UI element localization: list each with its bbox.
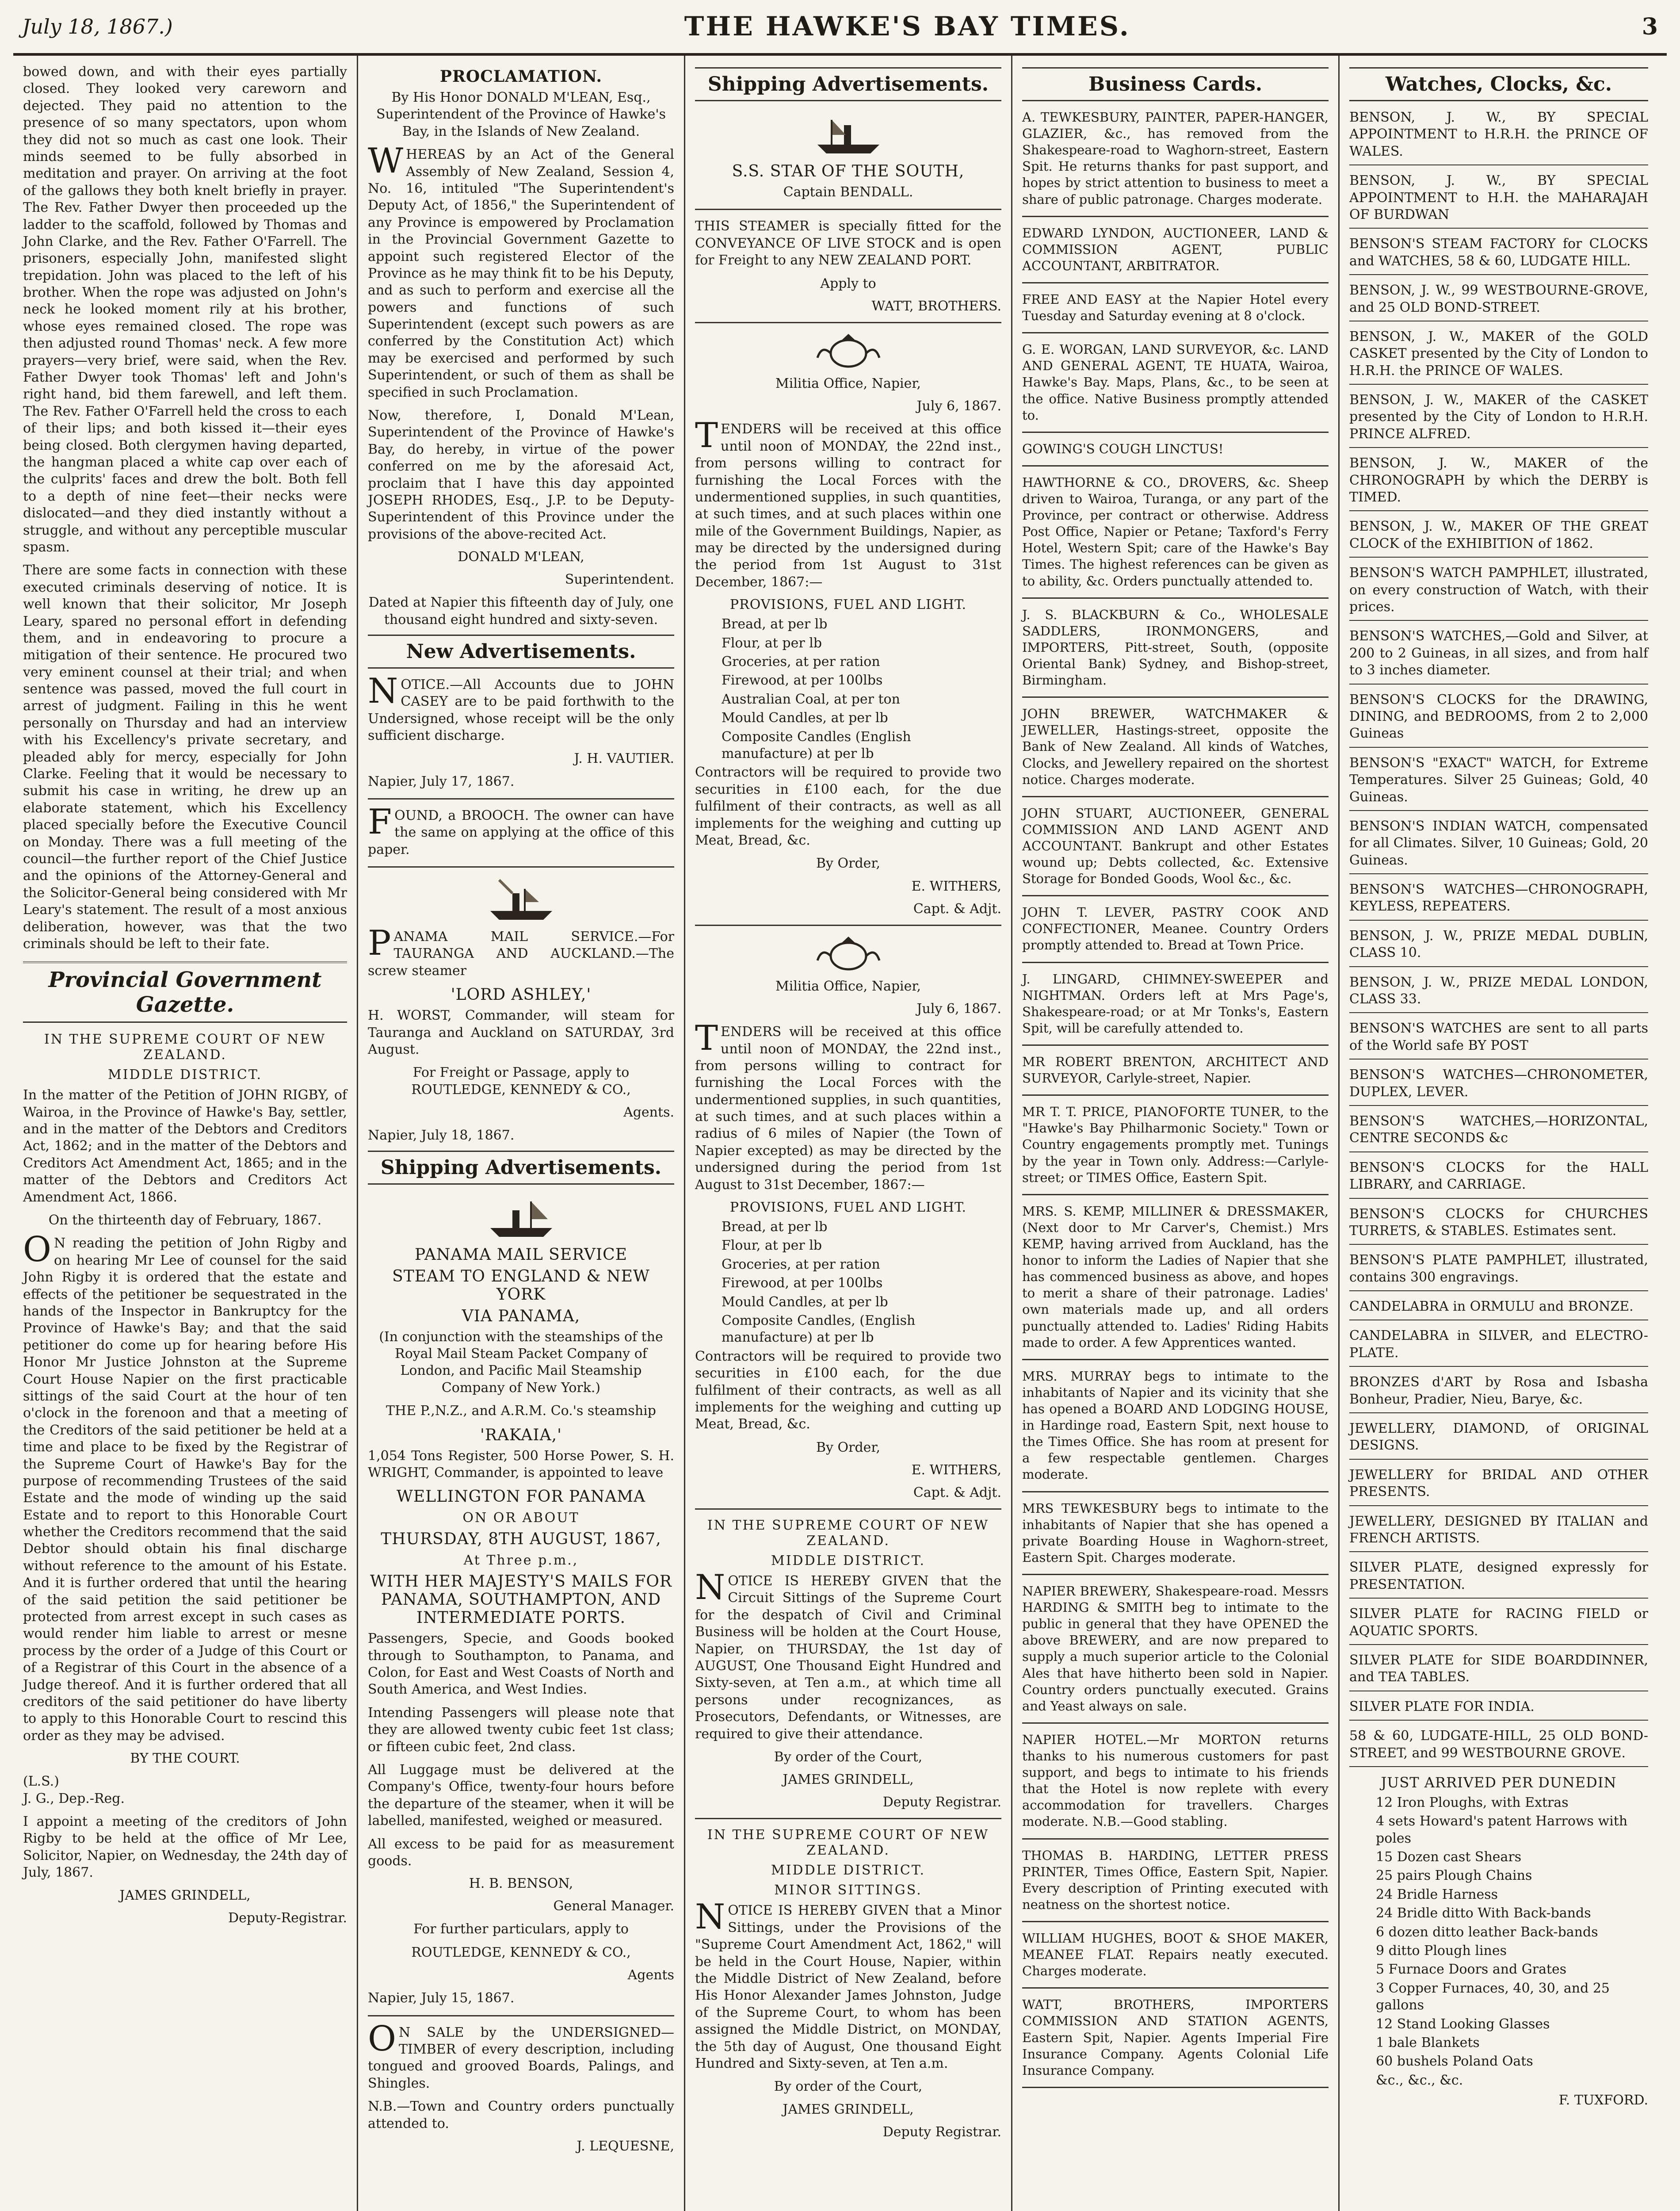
grindell: JAMES GRINDELL, bbox=[783, 1772, 914, 1788]
petition-date: On the thirteenth day of February, 1867. bbox=[48, 1213, 322, 1228]
watch-ad: BENSON, J. W., MAKER of the GOLD CASKET presented by the City of London to H.R.H. the PRINCE OF WALES. bbox=[1349, 329, 1648, 385]
business-card: WATT, BROTHERS, IMPORTERS COMMISSION AND STATION AGENTS, Eastern Spit, Napier. Agents Imperial Fire Insurance Company. Agents Colonial Life Insurance Company. bbox=[1022, 1997, 1329, 2078]
luggage: All Luggage must be delivered at the Company's Office, twenty-four hours before the departure of the steamer, when it will be labelled, manifested, weighed or measured. bbox=[368, 1762, 674, 1829]
wellington-panama: WELLINGTON FOR PANAMA bbox=[396, 1488, 646, 1506]
divider bbox=[1022, 1491, 1329, 1492]
by-order-court: By order of the Court, bbox=[774, 1749, 923, 1765]
watch-ad: BENSON'S CLOCKS for the HALL LIBRARY, and CARRIAGE. bbox=[1349, 1159, 1648, 1199]
article-paragraph: There are some facts in connection with these executed criminals deserving of notice. It is well known that their solicitor, Mr Joseph Leary, spared no personal effort in defending them, and in endeavoring to procure a mitigation of their sentence. He procured two very eminent counsel at their trial; and when sentence was passed, moved the full court in arrest of judgment. Failing in this he went personally on Thursday and had an interview with his Excellency's private secretary, and pleaded ably for mercy, especially for John Clarke. Feeling that it would be necessary to submit his case in writing, he drew up an elaborate statement, which his Excellency placed specially before the Executive Council on Monday. There was a full meeting of the council—the further report of the Chief Justice and the opinions of the Attorney-General and the Solicitor-General being considered with Mr Leary's statement. The result of a most anxious deliberation, however, was that the two criminals should be left to their fate. bbox=[23, 562, 347, 952]
column-1 bbox=[13, 56, 358, 2211]
agents2: Agents bbox=[627, 1967, 674, 1983]
watches-heading: Watches, Clocks, &c. bbox=[1349, 67, 1648, 101]
watch-ad: BENSON'S PLATE PAMPHLET, illustrated, contains 300 engravings. bbox=[1349, 1252, 1648, 1291]
meeting-appointment: I appoint a meeting of the creditors of John Rigby to be held at the office of Mr Lee, Solicitor, Napier, on Wednesday, the 24th day of July, 1867. bbox=[23, 1813, 347, 1881]
watch-ad: BRONZES d'ART by Rosa and Isbasha Bonheur, Pradier, Nieu, Barye, &c. bbox=[1349, 1374, 1648, 1413]
divider bbox=[1022, 1044, 1329, 1046]
divider bbox=[368, 798, 674, 799]
divider bbox=[1022, 216, 1329, 217]
list-item: Flour, at per lb bbox=[722, 635, 822, 651]
proclamation-now: Now, therefore, I, Donald M'Lean, Superintendent of the Province of Hawke's Bay, do hereby, in virtue of the power conferred on me by the aforesaid Act, proclaim that I have this day appointed JOSEPH RHODES, Esq., J.P. to be Deputy-Superintendent of this Province under the provisions of the above-recited Act. bbox=[368, 408, 674, 542]
list-item: Composite Candles, (English manufacture) at per lb bbox=[722, 1312, 916, 1346]
list-item: 24 Bridle Harness bbox=[1376, 1886, 1498, 1902]
list-item: Australian Coal, at per ton bbox=[722, 691, 900, 707]
intending: Intending Passengers will please note that they are allowed twenty cubic feet 1st class; or fifteen cubic feet, 2nd class. bbox=[368, 1705, 674, 1755]
district-heading: MIDDLE DISTRICT. bbox=[107, 1067, 263, 1083]
proclamation-body: WHEREAS by an Act of the General Assembly of New Zealand, Session 4, No. 16, intituled "The Superintendent's Deputy Act, of 1856," the Superintendent of any Province is empowered by Proclamation in the Provincial Government Gazette to appoint such registered Elector of the Province as he may think fit to be his Deputy, and as such to perform and exercise all the powers and functions of such Superintendent (except such powers as are conferred by the Constitution Act) which may be exercised and performed by such Superintendent, or such of them as shall be specified in such Proclamation. bbox=[368, 141, 674, 400]
business-card: J. LINGARD, CHIMNEY-SWEEPER and NIGHTMAN. Orders left at Mrs Page's, Shakespeare-road; or at Mr Tonks's, Eastern Spit, will be carefully attended to. bbox=[1022, 971, 1329, 1036]
business-card: THOMAS B. HARDING, LETTER PRESS PRINTER, Times Office, Eastern Spit, Napier. Every description of Printing executed with neatness on the shortest notice. bbox=[1022, 1848, 1329, 1912]
tenders: TENDERS will be received at this office until noon of MONDAY, the 22nd inst., from persons willing to contract for furnishing the Local Forces with the undermentioned supplies, in such quantities, at such times, and at such places within one mile of the Government Buildings, Napier, as may be directed by the undersigned during the period from 1st August to 31st December, 1867:— bbox=[695, 416, 1001, 590]
watch-ad: JEWELLERY, DIAMOND, of ORIGINAL DESIGNS. bbox=[1349, 1420, 1648, 1460]
watch-ad: BENSON'S CLOCKS for the DRAWING, DINING, and BEDROOMS, from 2 to 2,000 Guineas bbox=[1349, 692, 1648, 748]
watch-ad: BENSON'S WATCHES—CHRONOGRAPH, KEYLESS, REPEATERS. bbox=[1349, 881, 1648, 921]
court-heading: IN THE SUPREME COURT OF NEW ZEALAND. bbox=[44, 1032, 326, 1063]
watch-ad: BENSON, J. W., BY SPECIAL APPOINTMENT to H.H. the MAHARAJAH OF BURDWAN bbox=[1349, 172, 1648, 229]
watch-ad: JEWELLERY, DESIGNED BY ITALIAN and FRENCH ARTISTS. bbox=[1349, 1513, 1648, 1553]
timber-sale: ON SALE by the UNDERSIGNED—TIMBER of every description, including tongued and grooved Boards, Palings, and Shingles. bbox=[368, 2019, 674, 2091]
watch-ad: BENSON'S WATCHES,—Gold and Silver, at 200 to 2 Guineas, in all sizes, and from half to 3 inches diameter. bbox=[1349, 628, 1648, 684]
business-card: FREE AND EASY at the Napier Hotel every Tuesday and Saturday evening at 8 o'clock. bbox=[1022, 291, 1329, 324]
list-item: Firewood, at per 100lbs bbox=[722, 1275, 883, 1291]
list-item: 60 bushels Poland Oats bbox=[1376, 2054, 1533, 2069]
notice-sign: J. H. VAUTIER. bbox=[574, 750, 674, 766]
list-item: 4 sets Howard's patent Harrows with poles bbox=[1376, 1813, 1628, 1846]
departure-date: THURSDAY, 8TH AUGUST, 1867, bbox=[381, 1530, 661, 1549]
steamship-icon bbox=[813, 109, 884, 158]
proclamation-date: Dated at Napier this fifteenth day of July, one thousand eight hundred and sixty-seven. bbox=[368, 595, 674, 627]
provisions-list-2 bbox=[695, 1219, 1001, 1346]
business-cards-list bbox=[1022, 109, 1329, 2088]
watch-ad: SILVER PLATE for SIDE BOARDDINNER, and TEA TABLES. bbox=[1349, 1652, 1648, 1691]
rakaia-body: 1,054 Tons Register, 500 Horse Power, S. H. WRIGHT, Commander, is appointed to leave bbox=[368, 1448, 674, 1480]
masthead bbox=[13, 0, 1667, 56]
just-arrived: JUST ARRIVED PER DUNEDIN bbox=[1381, 1774, 1617, 1791]
divider bbox=[1022, 796, 1329, 797]
divider bbox=[1022, 332, 1329, 333]
divider bbox=[1022, 465, 1329, 467]
divider bbox=[1022, 1359, 1329, 1360]
list-item: Firewood, at per 100lbs bbox=[722, 673, 883, 689]
capt-adjt: Capt. & Adjt. bbox=[913, 901, 1001, 917]
divider bbox=[1022, 282, 1329, 283]
timber-nb: N.B.—Town and Country orders punctually attended to. bbox=[368, 2099, 674, 2131]
watch-ad: BENSON'S WATCHES,—HORIZONTAL, CENTRE SECONDS &c bbox=[1349, 1113, 1648, 1152]
watch-ad: BENSON, J. W., BY SPECIAL APPOINTMENT to H.R.H. the PRINCE OF WALES. bbox=[1349, 109, 1648, 165]
list-item: 6 dozen ditto leather Back-bands bbox=[1376, 1924, 1598, 1940]
column-2 bbox=[358, 56, 685, 2211]
contractors-2: Contractors will be required to provide two securities in £100 each, for the due fulfilment of their contracts, as well as all implements for the weighing and cutting up Meat, Bread, &c. bbox=[695, 1348, 1001, 1432]
business-card: J. S. BLACKBURN & Co., WHOLESALE SADDLERS, IRONMONGERS, and IMPORTERS, Pitt-street, South, (opposite Oriental Bank) Sydney, and Bishop-street, Birmingham. bbox=[1022, 607, 1329, 688]
shipping-heading: Shipping Advertisements. bbox=[368, 1151, 674, 1185]
list-item: 5 Furnace Doors and Grates bbox=[1376, 1962, 1567, 1978]
divider bbox=[1022, 1921, 1329, 1922]
business-card: NAPIER BREWERY, Shakespeare-road. Messrs HARDING & SMITH beg to intimate to the public in general that they have OPENED the above BREWERY, and are now prepared to supply a much superior article to the Colonial Ales that have hitherto been sold in Napier. Country orders punctually executed. Grains and Yeast always on sale. bbox=[1022, 1583, 1329, 1714]
passengers: Passengers, Specie, and Goods booked through to Southampton, to Panama, and Colon, for East and West Coasts of North and South America, and West Indies. bbox=[368, 1631, 674, 1698]
business-card: EDWARD LYNDON, AUCTIONEER, LAND & COMMISSION AGENT, PUBLIC ACCOUNTANT, ARBITRATOR. bbox=[1022, 225, 1329, 273]
general-manager: General Manager. bbox=[553, 1898, 674, 1914]
gazette-heading: Provincial Government Gazette. bbox=[23, 961, 347, 1023]
company-steamship: THE P.,N.Z., and A.R.M. Co.'s steamship bbox=[386, 1403, 656, 1419]
watch-ad: BENSON'S INDIAN WATCH, compensated for all Climates. Silver, 10 Guineas; Gold, 20 Guineas. bbox=[1349, 818, 1648, 874]
royal-crest-icon bbox=[813, 934, 884, 974]
signatory-title: Deputy-Registrar. bbox=[228, 1910, 347, 1926]
court-notice: NOTICE IS HEREBY GIVEN that the Circuit Sittings of the Supreme Court for the despatch of Civil and Criminal Business will be holden at the Court House, Napier, on THURSDAY, the 1st day of AUGUST, One Thousand Eight Hundred and Sixty-seven, at Ten a.m., at which time all persons under recognizances, as Prosecutors, Defendants, or Witnesses, are required to give their attendance. bbox=[695, 1568, 1001, 1742]
divider bbox=[368, 2015, 674, 2016]
list-item: 15 Dozen cast Shears bbox=[1376, 1849, 1522, 1865]
divider bbox=[1022, 1722, 1329, 1724]
watch-ad: BENSON, J. W., PRIZE MEDAL DUBLIN, CLASS 10. bbox=[1349, 928, 1648, 967]
by-order: By Order, bbox=[816, 856, 880, 872]
contractors: Contractors will be required to provide two securities in £100 each, for the due fulfilment of their contracts, as well as all implements for the weighing and cutting up Meat, Bread, &c. bbox=[695, 765, 1001, 848]
business-card: HAWTHORNE & CO., DROVERS, &c. Sheep driven to Wairoa, Turanga, or any part of the Province, per contract or otherwise. Address Post Office, Napier or Petane; Taxford's Ferry Hotel, Western Spit; care of the Hawke's Bay Times. The highest references can be given as to ability, &c. Orders punctually attended to. bbox=[1022, 474, 1329, 589]
business-card: MRS. MURRAY begs to intimate to the inhabitants of Napier and its vicinity that she has opened a BOARD AND LODGING HOUSE, in Hardinge road, Eastern Spit, next house to the Times Office. She has room at present for a few respectable gentlemen. Charges moderate. bbox=[1022, 1368, 1329, 1482]
divider bbox=[1022, 895, 1329, 896]
page-number: 3 bbox=[1642, 13, 1658, 40]
business-cards-heading: Business Cards. bbox=[1022, 67, 1329, 101]
list-item: 3 Copper Furnaces, 40, 30, and 25 gallons bbox=[1376, 1980, 1610, 2013]
watch-ad: JEWELLERY for BRIDAL AND OTHER PRESENTS. bbox=[1349, 1467, 1648, 1506]
divider bbox=[1022, 597, 1329, 599]
court-order: ON reading the petition of John Rigby and on hearing Mr Lee of counsel for the said John Rigby it is ordered that the estate and effects of the petitioner be sequestrated in the hands of the Inspector in Bankruptcy for the Province of Hawke's Bay; and that the said petitioner do come up for hearing before His Honor Mr Justice Johnston at the Supreme Court House Napier on the first practicable sittings of the said Court at the hour of ten o'clock in the forenoon and that a meeting of the Creditors of the said petitioner be held at a time and place to be fixed by the Registrar of the Supreme Court of Hawke's Bay for the purpose of recommending Trustees of the said Estate and the mode of winding up the said Estate and to report to this Honorable Court whether the Creditors recommend that the said Debtor should obtain his final discharge without reference to the amount of his Estate. And it is further ordered that until the hearing of the said petition the said petitioner be protected from arrest except in such cases as would render him liable to arrest or mesne process by the order of a Judge of this Court or of a Registrar of this Court in the absence of a Judge thereof. And it is further ordered that all creditors of the said petitioner do have liberty to apply to this Honorable Court to rescind this order as they may be advised. bbox=[23, 1230, 347, 1744]
conjunction: (In conjunction with the steamships of the Royal Mail Steam Packet Company of London, and Pacific Mail Steamship Company of New York.) bbox=[379, 1329, 663, 1396]
watch-ad: BENSON, J. W., PRIZE MEDAL LONDON, CLASS 33. bbox=[1349, 974, 1648, 1014]
business-card: MR T. T. PRICE, PIANOFORTE TUNER, to the "Hawke's Bay Philharmonic Society." Town or Country engagements promptly met. Tunings by the year in Town only. Address:—Carlyle-street; or TIMES Office, Eastern Spit. bbox=[1022, 1104, 1329, 1185]
business-card: JOHN T. LEVER, PASTRY COOK AND CONFECTIONER, Meanee. Country Orders promptly attended to. Bread at Town Price. bbox=[1022, 905, 1329, 953]
watch-ad: BENSON'S WATCHES are sent to all parts of the World safe BY POST bbox=[1349, 1020, 1648, 1060]
newspaper-title: THE HAWKE'S BAY TIMES. bbox=[684, 11, 1130, 42]
watt-brothers: WATT, BROTHERS. bbox=[871, 298, 1001, 314]
napier-date: Napier, July 18, 1867. bbox=[368, 1128, 515, 1144]
provisions-heading-2: PROVISIONS, FUEL AND LIGHT. bbox=[729, 1200, 967, 1216]
provisions-list bbox=[695, 616, 1001, 762]
steam-route: STEAM TO ENGLAND & NEW YORK bbox=[392, 1267, 650, 1304]
militia-office-2: Militia Office, Napier, bbox=[775, 978, 921, 994]
list-item: Composite Candles (English manufacture) at per lb bbox=[722, 729, 911, 761]
list-item: Mould Candles, at per lb bbox=[722, 1294, 888, 1310]
militia-date: July 6, 1867. bbox=[916, 398, 1001, 414]
rk-agents: ROUTLEDGE, KENNEDY & CO., bbox=[411, 1944, 631, 1960]
tuxford: F. TUXFORD. bbox=[1558, 2092, 1648, 2108]
dep-reg: Deputy Registrar. bbox=[882, 1794, 1001, 1810]
list-item: 24 Bridle ditto With Back-bands bbox=[1376, 1905, 1591, 1921]
lord-ashley-body: H. WORST, Commander, will steam for Tauranga and Auckland on SATURDAY, 3rd August. bbox=[368, 1008, 674, 1058]
steamer-desc: THIS STEAMER is specially fitted for the CONVEYANCE OF LIVE STOCK and is open for Freight to any NEW ZEALAND PORT. bbox=[695, 218, 1001, 268]
watch-ad: CANDELABRA in ORMULU and BRONZE. bbox=[1349, 1298, 1648, 1320]
apply-to: Apply to bbox=[820, 275, 876, 291]
watch-ad: BENSON, J. W., MAKER of the CHRONOGRAPH by which the DERBY is TIMED. bbox=[1349, 455, 1648, 511]
divider bbox=[695, 1818, 1001, 1819]
star-of-south: S.S. STAR OF THE SOUTH, bbox=[732, 162, 965, 180]
list-item: 25 pairs Plough Chains bbox=[1376, 1868, 1532, 1884]
shipping-heading-3: Shipping Advertisements. bbox=[695, 67, 1001, 101]
watch-ads-list bbox=[1349, 109, 1648, 1767]
watch-ad: BENSON, J. W., MAKER of the CASKET presented by the City of London to H.R.H. PRINCE ALFRED. bbox=[1349, 392, 1648, 448]
list-item: Bread, at per lb bbox=[722, 616, 828, 632]
list-item: Mould Candles, at per lb bbox=[722, 710, 888, 726]
watch-ad: BENSON'S STEAM FACTORY for CLOCKS and WATCHES, 58 & 60, LUDGATE HILL. bbox=[1349, 236, 1648, 275]
divider bbox=[695, 925, 1001, 926]
militia-date-2: July 6, 1867. bbox=[916, 1001, 1001, 1017]
column-5 bbox=[1340, 56, 1658, 2211]
capt-adjt-2: Capt. & Adjt. bbox=[913, 1485, 1001, 1501]
business-card: JOHN BREWER, WATCHMAKER & JEWELLER, Hastings-street, opposite the Bank of New Zealand. All kinds of Watches, Clocks, and Jewellery repaired on the shortest notice. Charges moderate. bbox=[1022, 706, 1329, 787]
list-item: Flour, at per lb bbox=[722, 1238, 822, 1254]
withers: E. WITHERS, bbox=[911, 878, 1001, 894]
divider bbox=[368, 866, 674, 868]
divider bbox=[695, 322, 1001, 323]
steamship-icon bbox=[486, 876, 557, 924]
list-item: 1 bale Blankets bbox=[1376, 2035, 1480, 2050]
proclamation-sign-title: Superintendent. bbox=[565, 572, 674, 588]
divider bbox=[1022, 432, 1329, 433]
list-item: Groceries, at per ration bbox=[722, 1256, 880, 1272]
petition-matter: In the matter of the Petition of JOHN RIGBY, of Wairoa, in the Province of Hawke's Bay, settler, and in the matter of the Debtors and Creditors Act, 1862; and in the matter of the Debtors and Creditors Act Amendment Act, 1865; and in the matter of the Debtors and Creditors Act Amendment Act, 1866. bbox=[23, 1087, 347, 1205]
pms-title: PANAMA MAIL SERVICE bbox=[415, 1245, 627, 1264]
watch-ad: SILVER PLATE, designed expressly for PRESENTATION. bbox=[1349, 1559, 1648, 1599]
divider bbox=[1022, 1574, 1329, 1575]
mails: WITH HER MAJESTY'S MAILS FOR PANAMA, SOUTHAMPTON, AND INTERMEDIATE PORTS. bbox=[370, 1572, 672, 1627]
signatory-name: JAMES GRINDELL, bbox=[119, 1887, 251, 1903]
business-card: NAPIER HOTEL.—Mr MORTON returns thanks to his numerous customers for past support, and begs to intimate to his friends that the Hotel is now replete with every accommodation for travellers. Charges moderate. N.B.—Good stabling. bbox=[1022, 1732, 1329, 1829]
issue-date: July 18, 1867.) bbox=[22, 15, 173, 38]
by-order-2: By Order, bbox=[816, 1439, 880, 1455]
business-card: WILLIAM HUGHES, BOOT & SHOE MAKER, MEANEE FLAT. Repairs neatly executed. Charges moderate. bbox=[1022, 1930, 1329, 1979]
panama-ad: PANAMA MAIL SERVICE.—For TAURANGA AND AUCKLAND.—The screw steamer bbox=[368, 923, 674, 979]
watch-ad: BENSON, J. W., 99 WESTBOURNE-GROVE, and 25 OLD BOND-STREET. bbox=[1349, 282, 1648, 321]
business-card: JOHN STUART, AUCTIONEER, GENERAL COMMISSION AND LAND AGENT AND ACCOUNTANT. Bankrupt and other Estates wound up; Debts collected, &c. Extensive Storage for Bonded Goods, Wool &c., &c. bbox=[1022, 805, 1329, 887]
dep-reg-2: Deputy Registrar. bbox=[882, 2124, 1001, 2140]
court-heading-3b: IN THE SUPREME COURT OF NEW ZEALAND. bbox=[707, 1827, 989, 1859]
list-item: 9 ditto Plough lines bbox=[1376, 1943, 1507, 1959]
business-card: G. E. WORGAN, LAND SURVEYOR, &c. LAND AND GENERAL AGENT, TE HUATA, Wairoa, Hawke's Bay. Maps, Plans, &c., to be seen at the office. Native Business promptly attended to. bbox=[1022, 342, 1329, 423]
column-3 bbox=[685, 56, 1012, 2211]
watch-ad: BENSON'S WATCH PAMPHLET, illustrated, on every construction of Watch, with their prices. bbox=[1349, 565, 1648, 621]
on-about: ON OR ABOUT bbox=[462, 1510, 580, 1526]
provisions-heading: PROVISIONS, FUEL AND LIGHT. bbox=[729, 597, 967, 613]
rakaia: 'RAKAIA,' bbox=[480, 1426, 562, 1444]
napier-15: Napier, July 15, 1867. bbox=[368, 1990, 515, 2006]
notice-date: Napier, July 17, 1867. bbox=[368, 773, 515, 789]
lord-ashley: 'LORD ASHLEY,' bbox=[451, 986, 592, 1004]
list-item: Bread, at per lb bbox=[722, 1219, 828, 1235]
tenders-2: TENDERS will be received at this office until noon of MONDAY, the 22nd inst., from persons willing to contract for furnishing the Local Forces with the undermentioned supplies, in such quantities, at such times, and at such places within a radius of 6 miles of Napier (the Town of Napier excepted) as may be directed by the undersigned during the period from 1st August to 31st December, 1867:— bbox=[695, 1018, 1001, 1193]
withers-2: E. WITHERS, bbox=[911, 1462, 1001, 1478]
watch-ad: BENSON'S WATCHES—CHRONOMETER, DUPLEX, LEVER. bbox=[1349, 1067, 1648, 1106]
benson-name: H. B. BENSON, bbox=[469, 1876, 573, 1892]
list-item: 12 Iron Ploughs, with Extras bbox=[1376, 1794, 1569, 1810]
lequesne: J. LEQUESNE, bbox=[577, 2138, 674, 2154]
divider bbox=[1022, 1094, 1329, 1096]
column-4 bbox=[1012, 56, 1340, 2211]
watch-ad: BENSON'S CLOCKS for CHURCHES TURRETS, & STABLES. Estimates sent. bbox=[1349, 1206, 1648, 1245]
cargo-list bbox=[1349, 1794, 1648, 2089]
business-card: MR ROBERT BRENTON, ARCHITECT AND SURVEYOR, Carlyle-street, Napier. bbox=[1022, 1054, 1329, 1086]
found-ad: FOUND, a BROOCH. The owner can have the same on applying at the office of this paper. bbox=[368, 802, 674, 857]
notice-ad: NOTICE.—All Accounts due to JOHN CASEY are to be paid forthwith to the Undersigned, whose receipt will be the only sufficient discharge. bbox=[368, 671, 674, 744]
proclamation-by: By His Honor DONALD M'LEAN, Esq., Superintendent of the Province of Hawke's Bay, in the Islands of New Zealand. bbox=[376, 90, 666, 139]
divider bbox=[1022, 1838, 1329, 1840]
business-card: A. TEWKESBURY, PAINTER, PAPER-HANGER, GLAZIER, &c., has removed from the Shakespeare-road to Waghorn-street, Eastern Spit. He returns thanks for past support, and hopes by strict attention to business to meet a share of public patronage. Charges moderate. bbox=[1022, 110, 1329, 207]
militia-office: Militia Office, Napier, bbox=[775, 375, 921, 391]
departure-time: At Three p.m., bbox=[463, 1553, 579, 1568]
district-heading-3b: MIDDLE DISTRICT. bbox=[771, 1863, 926, 1878]
royal-crest-icon bbox=[813, 331, 884, 371]
court-notice-2: NOTICE IS HEREBY GIVEN that a Minor Sittings, under the Provisions of the "Supreme Court Amendment Act, 1862," will be held in the Court House, Napier, within the Middle District of New Zealand, before His Honor Alexander James Johnston, Judge of the Supreme Court, to whom has been assigned the Middle District, on MONDAY, the 5th day of August, One thousand Eight Hundred and Sixty-seven, at Ten a.m. bbox=[695, 1897, 1001, 2071]
steamship-icon bbox=[486, 1193, 557, 1241]
via-panama: VIA PANAMA, bbox=[462, 1307, 580, 1325]
watch-ad: BENSON'S "EXACT" WATCH, for Extreme Temperatures. Silver 25 Guineas; Gold, 40 Guineas. bbox=[1349, 755, 1648, 811]
list-item: &c., &c., &c. bbox=[1376, 2072, 1463, 2088]
columns bbox=[13, 56, 1667, 2211]
agents: Agents. bbox=[623, 1105, 674, 1121]
watch-ad: BENSON, J. W., MAKER OF THE GREAT CLOCK of the EXHIBITION of 1862. bbox=[1349, 518, 1648, 558]
divider bbox=[1022, 962, 1329, 963]
captain: Captain BENDALL. bbox=[783, 184, 913, 200]
divider bbox=[1022, 696, 1329, 698]
divider bbox=[695, 1508, 1001, 1510]
watch-ad: 58 & 60, LUDGATE-HILL, 25 OLD BOND-STREET, and 99 WESTBOURNE GROVE. bbox=[1349, 1728, 1648, 1767]
article-paragraph: bowed down, and with their eyes partially closed. They looked very careworn and dejected. They paid no attention to the presence of so many spectators, upon whom they did not so much as cast one look. Their minds seemed to be fully absorbed in meditation and prayer. On arriving at the foot of the gallows they both knelt briefly in prayer. The Rev. Father Dwyer then proceeded up the ladder to the scaffold, followed by Thomas and John Clarke, and the Rev. Father O'Farrell. The prisoners, especially John, manifested slight trepidation. John was placed to the left of his brother. When the rope was adjusted on John's neck he looked moment rily at his brother, whose eyes remained closed. The rope was then adjusted round Thomas' neck. A few more prayers—very brief, were said, when the Rev. Father Dwyer took Thomas' left and John's right hand, bid them farewell, and left them. The Rev. Father O'Farrell held the cross to each of their lips; and both kissed it—their eyes being closed. Both clergymen having departed, the hangman placed a white cap over each of the culprits' faces and drew the bolt. Both fell to a depth of nine feet—their necks were dislocated—and they died instantly without a struggle, and without any perceptible muscular spasm. bbox=[23, 64, 347, 555]
business-card: GOWING'S COUGH LINCTUS! bbox=[1022, 441, 1224, 456]
new-ads-heading: New Advertisements. bbox=[368, 635, 674, 669]
particulars: For further particulars, apply to bbox=[413, 1921, 629, 1937]
list-item: Groceries, at per ration bbox=[722, 654, 880, 670]
by-court: BY THE COURT. bbox=[130, 1751, 240, 1767]
proclamation-title: PROCLAMATION. bbox=[439, 67, 603, 86]
watch-ad: SILVER PLATE FOR INDIA. bbox=[1349, 1698, 1648, 1721]
minor-sittings: MINOR SITTINGS. bbox=[774, 1882, 922, 1898]
by-order-court-2: By order of the Court, bbox=[774, 2079, 923, 2095]
list-item: 12 Stand Looking Glasses bbox=[1376, 2016, 1550, 2032]
divider bbox=[1022, 2087, 1329, 2088]
freight-apply: For Freight or Passage, apply to ROUTLEDGE, KENNEDY & CO., bbox=[411, 1065, 631, 1098]
divider bbox=[695, 209, 1001, 210]
seal-mark: (L.S.) bbox=[23, 1774, 59, 1790]
business-card: MRS. S. KEMP, MILLINER & DRESSMAKER, (Next door to Mr Carver's, Chemist.) Mrs KEMP, having arrived from Auckland, has the honor to inform the Ladies of Napier that she has commenced business as above, and hopes to merit a share of their patronage. Ladies' own materials made up, and all orders punctually attended to. Ladies' Riding Habits made to order. A few Apprentices wanted. bbox=[1022, 1203, 1329, 1350]
excess: All excess to be paid for as measurement goods. bbox=[368, 1836, 674, 1869]
grindell-2: JAMES GRINDELL, bbox=[783, 2101, 914, 2117]
divider bbox=[1022, 1194, 1329, 1195]
watch-ad: SILVER PLATE for RACING FIELD or AQUATIC SPORTS. bbox=[1349, 1606, 1648, 1645]
district-heading-3: MIDDLE DISTRICT. bbox=[771, 1553, 926, 1569]
court-heading-3: IN THE SUPREME COURT OF NEW ZEALAND. bbox=[707, 1518, 989, 1549]
business-card: MRS TEWKESBURY begs to intimate to the inhabitants of Napier that she has opened a private Boarding House in Waghorn-street, Eastern Spit. Charges moderate. bbox=[1022, 1500, 1329, 1565]
deputy-initials: J. G., Dep.-Reg. bbox=[23, 1790, 125, 1806]
watch-ad: CANDELABRA in SILVER, and ELECTRO-PLATE. bbox=[1349, 1327, 1648, 1367]
proclamation-sign: DONALD M'LEAN, bbox=[458, 549, 584, 565]
divider bbox=[1022, 1987, 1329, 1989]
